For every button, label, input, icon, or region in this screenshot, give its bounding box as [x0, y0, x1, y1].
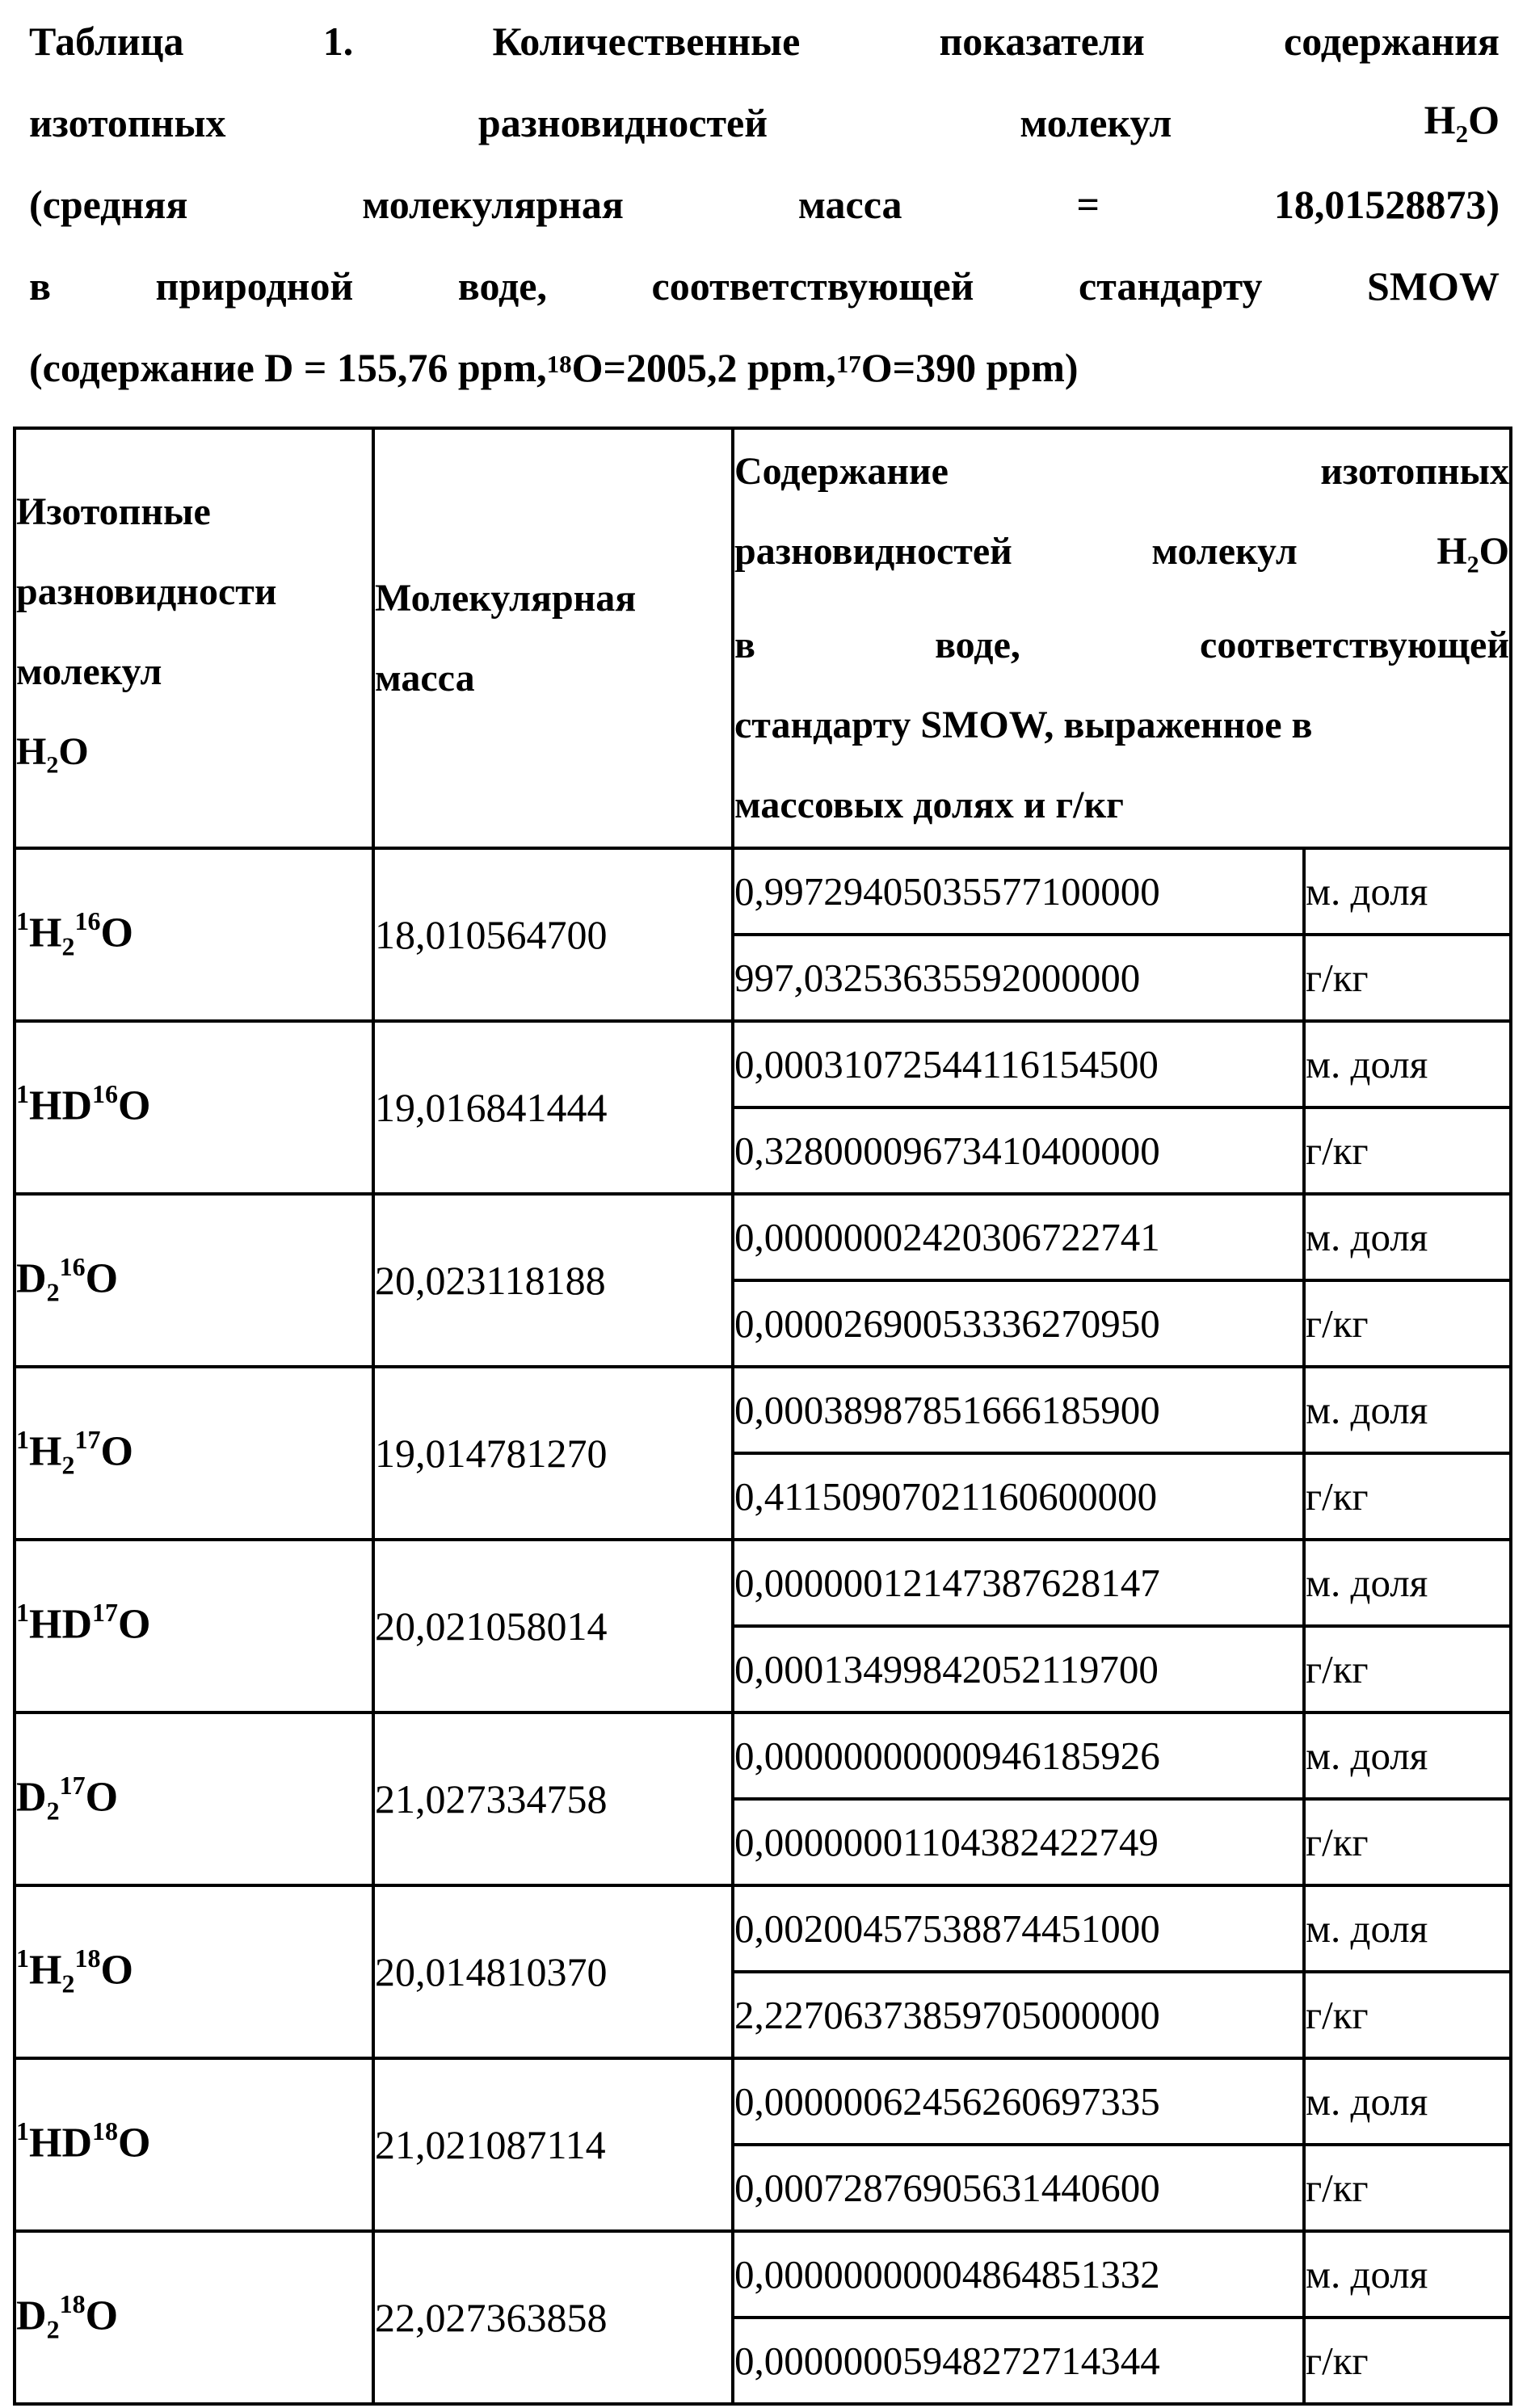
caption-word: молекул — [1020, 99, 1172, 146]
molecular-mass-cell: 22,027363858 — [373, 2231, 733, 2404]
caption-word: 1. — [323, 18, 354, 65]
unit-mass-fraction: м. доля — [1304, 1540, 1511, 1626]
g-per-kg-value: 0,00000001104382422749 — [733, 1799, 1304, 1885]
molecular-mass-cell: 18,010564700 — [373, 848, 733, 1021]
formula-base: H — [16, 730, 46, 773]
caption-word: молекулярная — [362, 181, 624, 228]
g-per-kg-value: 0,00000005948272714344 — [733, 2318, 1304, 2404]
formula-sub: 2 — [61, 1450, 74, 1479]
table-row — [15, 848, 1511, 935]
header-line — [734, 605, 1509, 685]
isotopologue-formula — [15, 1712, 373, 1885]
table-row — [15, 2058, 1511, 2145]
header-word: молекул — [1151, 511, 1297, 605]
formula-sup: 16 — [92, 1079, 118, 1108]
unit-g-per-kg: г/кг — [1304, 1107, 1511, 1194]
header-line: Изотопные — [16, 472, 372, 552]
caption-word: = — [1076, 181, 1100, 228]
formula-sup: 17 — [92, 1598, 118, 1627]
header-word: разновидностей — [734, 511, 1012, 605]
header-word: соответствующей — [1200, 605, 1509, 685]
formula-base: D — [16, 2292, 47, 2339]
formula-sub: 2 — [47, 2314, 60, 2343]
table-row — [15, 1367, 1511, 1453]
formula-sup: 18 — [60, 2289, 86, 2318]
formula-sub: 2 — [46, 751, 58, 778]
molecular-mass-cell: 21,027334758 — [373, 1712, 733, 1885]
caption-text: O=2005,2 ppm, — [572, 344, 836, 391]
formula-sup: 17 — [74, 1425, 100, 1454]
molecular-mass-cell: 20,014810370 — [373, 1885, 733, 2058]
unit-g-per-kg: г/кг — [1304, 1453, 1511, 1540]
formula-sup: 1 — [16, 1598, 29, 1627]
header-line: масса — [375, 638, 731, 718]
caption-word: воде, — [458, 263, 547, 309]
caption-word: соответствующей — [652, 263, 974, 309]
header-word: изотопных — [1320, 431, 1509, 511]
formula-tail: O — [1468, 97, 1500, 142]
formula-base: O — [86, 1774, 118, 1820]
unit-g-per-kg: г/кг — [1304, 2318, 1511, 2404]
caption-word: природной — [156, 263, 354, 309]
table-row — [15, 1712, 1511, 1799]
mass-fraction-value: 0,00031072544116154500 — [733, 1021, 1304, 1107]
caption-formula — [1424, 96, 1500, 149]
unit-g-per-kg: г/кг — [1304, 2145, 1511, 2231]
formula-sup: 1 — [16, 2116, 29, 2145]
caption-line-5 — [29, 326, 1500, 408]
formula-sup: 1 — [16, 906, 29, 935]
caption-word: масса — [798, 181, 902, 228]
mass-fraction-value: 0,99729405035577100000 — [733, 848, 1304, 935]
formula-sup: 16 — [60, 1252, 86, 1281]
formula-sup: 1 — [16, 1425, 29, 1454]
header-line — [734, 511, 1509, 605]
formula-sup: 17 — [60, 1771, 86, 1800]
formula-base: O — [100, 910, 133, 956]
formula-base: H — [1424, 97, 1456, 142]
g-per-kg-value: 0,32800009673410400000 — [733, 1107, 1304, 1194]
header-line: стандарту SMOW, выраженное в — [734, 685, 1509, 765]
header-line: молекул — [16, 632, 372, 712]
formula-base: O — [118, 1082, 150, 1128]
formula-tail: O — [58, 730, 88, 773]
formula-base: HD — [29, 1601, 92, 1647]
caption-word: стандарту — [1079, 263, 1263, 309]
g-per-kg-value: 0,41150907021160600000 — [733, 1453, 1304, 1540]
caption-word: показатели — [940, 18, 1145, 65]
formula-base: H — [29, 1428, 61, 1474]
formula-base: H — [1437, 530, 1466, 573]
mass-fraction-value: 0,00000062456260697335 — [733, 2058, 1304, 2145]
formula-sub: 2 — [61, 931, 74, 960]
molecular-mass-cell: 20,021058014 — [373, 1540, 733, 1712]
isotopologue-formula — [15, 1367, 373, 1540]
caption-text: O=390 ppm) — [861, 344, 1079, 391]
header-line: разновидности — [16, 552, 372, 632]
header-word: воде, — [935, 605, 1020, 685]
caption-line-2 — [29, 82, 1500, 163]
formula-base: O — [118, 1601, 150, 1647]
caption-word: изотопных — [29, 99, 226, 146]
caption-word: Количественные — [493, 18, 801, 65]
header-word: в — [734, 605, 755, 685]
formula-base: D — [16, 1255, 47, 1301]
table-row — [15, 1194, 1511, 1280]
formula-base: O — [100, 1947, 133, 1993]
formula-sub: 2 — [1456, 120, 1469, 148]
molecular-mass-cell: 20,023118188 — [373, 1194, 733, 1367]
caption-word: разновидностей — [478, 99, 768, 146]
caption-word: 18,01528873) — [1274, 181, 1500, 228]
formula-base: O — [100, 1428, 133, 1474]
formula-sub: 2 — [47, 1796, 60, 1825]
formula-base: HD — [29, 2120, 92, 2166]
unit-mass-fraction: м. доля — [1304, 1021, 1511, 1107]
table-caption — [29, 0, 1500, 408]
g-per-kg-value: 0,00013499842052119700 — [733, 1626, 1304, 1712]
mass-fraction-value: 0,00000002420306722741 — [733, 1194, 1304, 1280]
unit-mass-fraction: м. доля — [1304, 1712, 1511, 1799]
formula-base: O — [86, 1255, 118, 1301]
molecular-mass-cell: 19,016841444 — [373, 1021, 733, 1194]
g-per-kg-value: 2,22706373859705000000 — [733, 1972, 1304, 2058]
formula-sup: 16 — [74, 906, 100, 935]
table-row — [15, 2231, 1511, 2318]
caption-sup: 18 — [547, 350, 572, 379]
isotopologue-formula — [15, 2058, 373, 2231]
unit-g-per-kg: г/кг — [1304, 1972, 1511, 2058]
molecular-mass-cell: 19,014781270 — [373, 1367, 733, 1540]
formula-sub: 2 — [61, 1969, 74, 1998]
header-molecular-mass — [373, 428, 733, 848]
header-formula — [16, 712, 372, 805]
caption-line-1 — [29, 0, 1500, 82]
formula-sup: 18 — [92, 2116, 118, 2145]
unit-mass-fraction: м. доля — [1304, 2231, 1511, 2318]
unit-mass-fraction: м. доля — [1304, 2058, 1511, 2145]
formula-base: O — [118, 2120, 150, 2166]
caption-word: содержания — [1284, 18, 1500, 65]
formula-sup: 18 — [74, 1944, 100, 1973]
formula-base: O — [86, 2292, 118, 2339]
unit-g-per-kg: г/кг — [1304, 935, 1511, 1021]
isotopologue-formula — [15, 1540, 373, 1712]
caption-word: SMOW — [1367, 263, 1500, 309]
formula-base: H — [29, 910, 61, 956]
caption-word: в — [29, 263, 51, 309]
isotopologue-formula — [15, 1885, 373, 2058]
table-row — [15, 1021, 1511, 1107]
caption-line-3 — [29, 163, 1500, 245]
mass-fraction-value: 0,00000000004864851332 — [733, 2231, 1304, 2318]
header-line — [734, 431, 1509, 511]
unit-mass-fraction: м. доля — [1304, 1885, 1511, 1972]
header-content — [733, 428, 1511, 848]
isotopologue-formula — [15, 1194, 373, 1367]
g-per-kg-value: 997,03253635592000000 — [733, 935, 1304, 1021]
formula-sup: 1 — [16, 1079, 29, 1108]
mass-fraction-value: 0,00200457538874451000 — [733, 1885, 1304, 1972]
header-isotopic-variants — [15, 428, 373, 848]
unit-mass-fraction: м. доля — [1304, 1194, 1511, 1280]
formula-base: H — [29, 1947, 61, 1993]
caption-line-4 — [29, 245, 1500, 326]
table-row — [15, 1885, 1511, 1972]
isotopologue-formula — [15, 2231, 373, 2404]
header-formula — [1437, 511, 1509, 605]
unit-g-per-kg: г/кг — [1304, 1280, 1511, 1367]
caption-word: Таблица — [29, 18, 184, 65]
formula-tail: O — [1479, 530, 1509, 573]
unit-g-per-kg: г/кг — [1304, 1626, 1511, 1712]
formula-sub: 2 — [47, 1277, 60, 1306]
molecular-mass-cell: 21,021087114 — [373, 2058, 733, 2231]
caption-text: (содержание D = 155,76 ppm, — [29, 344, 547, 391]
formula-sub: 2 — [1467, 552, 1479, 578]
table-row — [15, 1540, 1511, 1626]
header-row — [15, 428, 1511, 848]
g-per-kg-value: 0,00002690053336270950 — [733, 1280, 1304, 1367]
formula-base: HD — [29, 1082, 92, 1128]
header-word: Содержание — [734, 431, 949, 511]
mass-fraction-value: 0,00000012147387628147 — [733, 1540, 1304, 1626]
isotopologue-formula — [15, 1021, 373, 1194]
unit-g-per-kg: г/кг — [1304, 1799, 1511, 1885]
mass-fraction-value: 0,00038987851666185900 — [733, 1367, 1304, 1453]
unit-mass-fraction: м. доля — [1304, 848, 1511, 935]
formula-sup: 1 — [16, 1944, 29, 1973]
g-per-kg-value: 0,00072876905631440600 — [733, 2145, 1304, 2231]
isotopologue-formula — [15, 848, 373, 1021]
isotopologue-table — [13, 427, 1512, 2406]
caption-word: (средняя — [29, 181, 187, 228]
unit-mass-fraction: м. доля — [1304, 1367, 1511, 1453]
formula-base: D — [16, 1774, 47, 1820]
caption-sup: 17 — [836, 350, 861, 379]
mass-fraction-value: 0,00000000000946185926 — [733, 1712, 1304, 1799]
header-line: массовых долях и г/кг — [734, 765, 1509, 845]
header-line: Молекулярная — [375, 558, 731, 638]
